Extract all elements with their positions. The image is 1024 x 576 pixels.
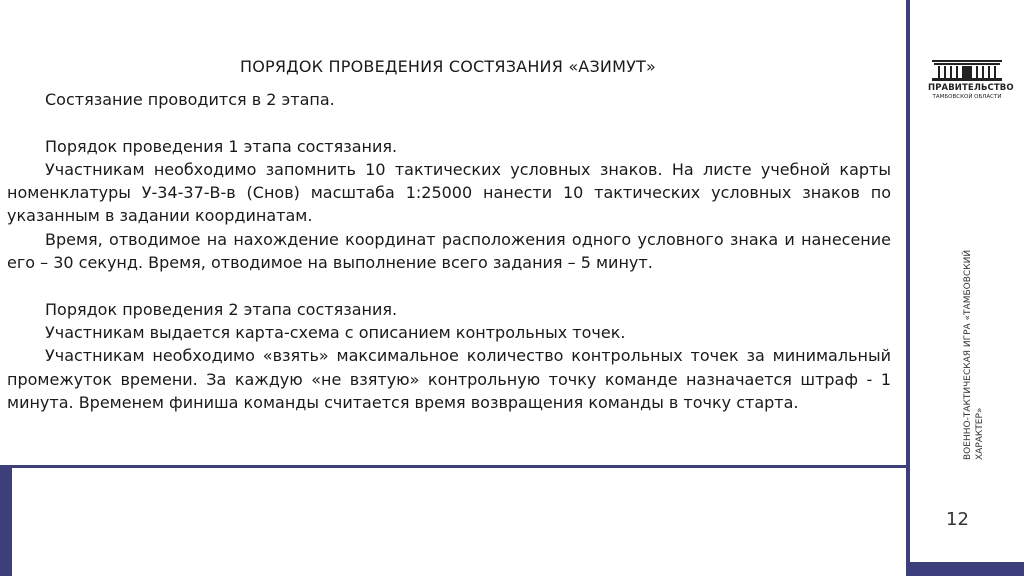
- paragraph: Состязание проводится в 2 этапа.: [45, 90, 335, 109]
- slide-title: ПОРЯДОК ПРОВЕДЕНИЯ СОСТЯЗАНИЯ «АЗИМУТ»: [239, 57, 656, 76]
- paragraph: Участникам необходимо «взять» максимальное количество контрольных точек за минимальный промежуток времени. За каждую «не взятую» контрольную точку команде назначается штраф - 1 минута. Временем финиша команды считается время возвращения команды в точку старта.: [7, 346, 891, 412]
- paragraph: Участникам необходимо запомнить 10 тактических условных знаков. На листе учебной карты номенклатуры У-34-37-В-в (Снов) масштаба 1:25000 нанести 10 тактических условных знаков по указанным в задании координатам.: [7, 159, 891, 226]
- logo-text-main: ПРАВИТЕЛЬСТВО: [928, 83, 1014, 93]
- paragraph-gap: [7, 274, 891, 297]
- left-accent-bar: [0, 468, 12, 576]
- paragraph: Порядок проведения 1 этапа состязания.: [45, 136, 398, 156]
- paragraph: Время, отводимое на нахождение координат расположения одного условного знака и нанесение его – 30 секунд. Время, отводимое на выполнение всего задания – 5 минут.: [7, 229, 891, 273]
- government-logo: [928, 58, 1014, 104]
- slide-body: [7, 88, 891, 414]
- paragraph-gap: [7, 111, 891, 134]
- content-divider: [0, 465, 910, 468]
- building-icon: [932, 58, 1002, 82]
- bottom-accent-bar: [906, 562, 1024, 576]
- side-caption: ВОЕННО-ТАКТИЧЕСКАЯ ИГРА «ТАМБОВСКИЙ ХАРАКТЕР»: [963, 249, 985, 460]
- page-number: 12: [946, 509, 969, 530]
- paragraph: Участникам выдается карта-схема с описанием контрольных точек.: [45, 322, 626, 342]
- sidebar-divider: [906, 0, 910, 576]
- logo-text-sub: ТАМБОВСКОЙ ОБЛАСТИ: [932, 94, 1002, 100]
- paragraph: Порядок проведения 2 этапа состязания.: [45, 299, 398, 319]
